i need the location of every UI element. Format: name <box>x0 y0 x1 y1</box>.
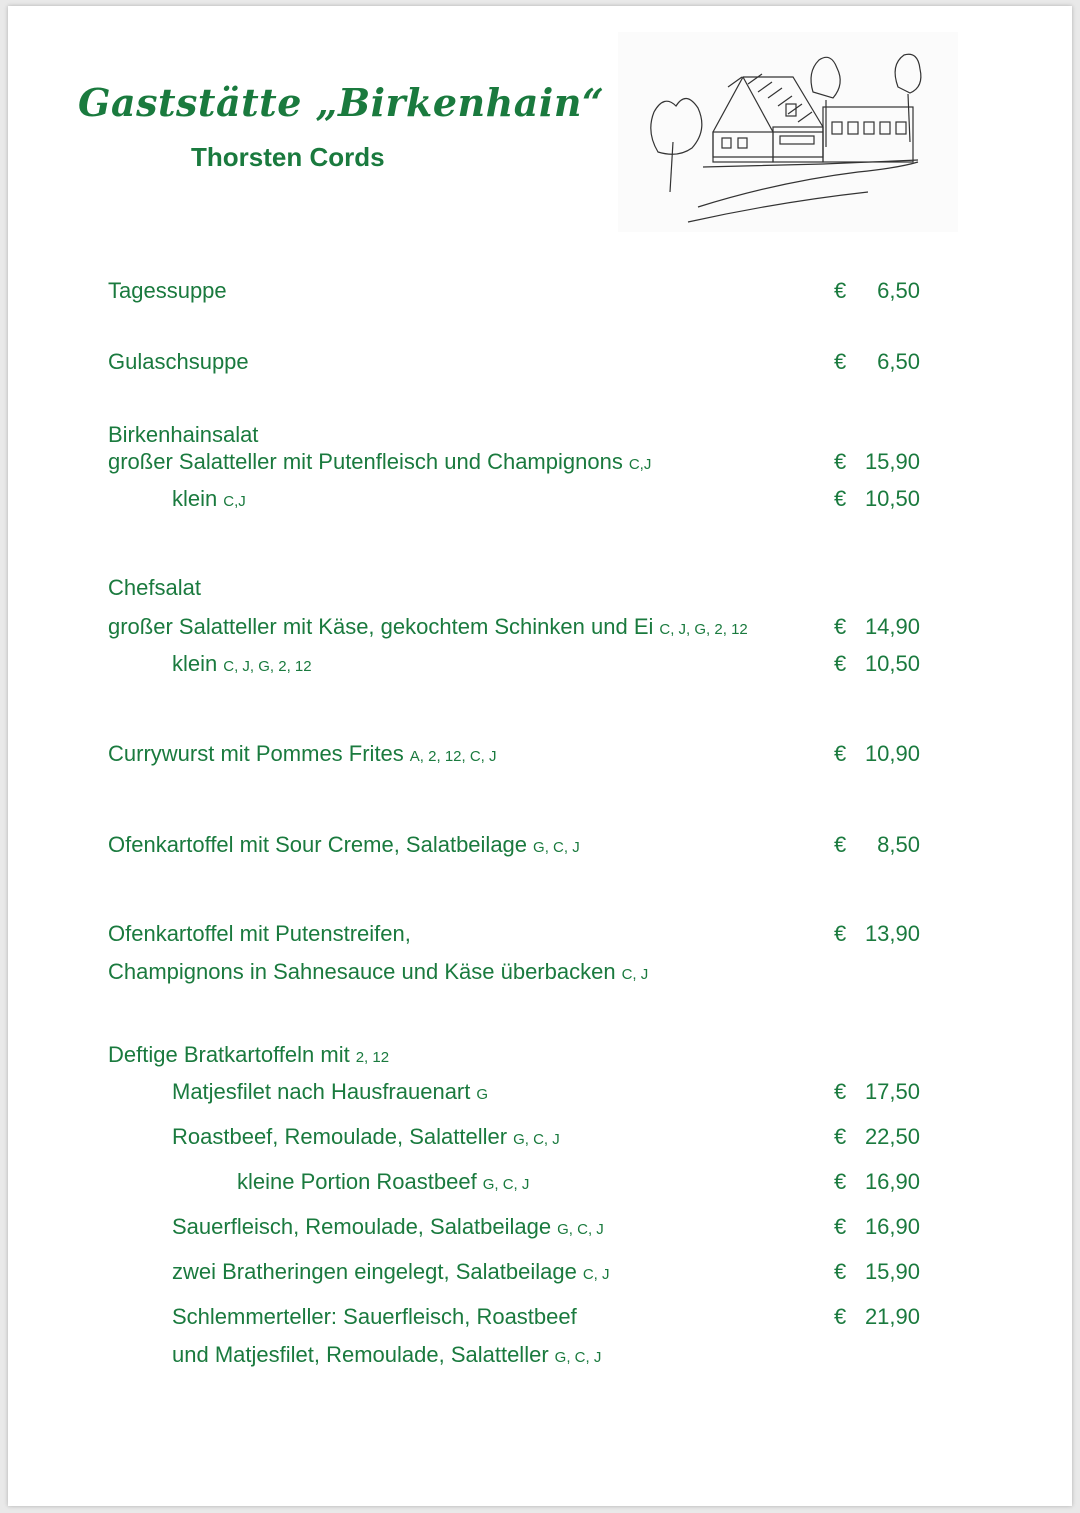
item-price: € 16,90 <box>834 1169 920 1194</box>
allergen-codes: 2, 12 <box>355 1049 390 1066</box>
item-price: € 15,90 <box>834 1259 920 1284</box>
item-price: € 15,90 <box>834 449 920 474</box>
item-name: Tagessuppe <box>108 278 227 303</box>
item-name: Ofenkartoffel mit Sour Creme, Salatbeilage G, C, J <box>108 832 580 857</box>
item-name: Currywurst mit Pommes Frites A, 2, 12, C, J <box>108 741 497 766</box>
item-price: € 6,50 <box>834 278 920 303</box>
item-name: Gulaschsuppe <box>108 349 249 374</box>
item-name: großer Salatteller mit Käse, gekochtem Schinken und Ei C, J, G, 2, 12 <box>108 614 748 639</box>
item-name: Champignons in Sahnesauce und Käse überbacken C, J <box>108 959 649 984</box>
item-price: € 10,90 <box>834 741 920 766</box>
allergen-codes: C, J, G, 2, 12 <box>223 658 312 675</box>
item-price: € 10,50 <box>834 651 920 676</box>
item-name: Birkenhainsalat <box>108 422 259 447</box>
item-price: € 17,50 <box>834 1079 920 1104</box>
item-name: Sauerfleisch, Remoulade, Salatbeilage G, C, J <box>172 1214 604 1239</box>
allergen-codes: G, C, J <box>533 839 580 856</box>
item-name: klein C,J <box>172 486 246 511</box>
item-price: € 16,90 <box>834 1214 920 1239</box>
item-name: Ofenkartoffel mit Putenstreifen, <box>108 921 411 946</box>
allergen-codes: C,J <box>223 493 246 510</box>
item-name: kleine Portion Roastbeef G, C, J <box>237 1169 530 1194</box>
allergen-codes: C,J <box>628 456 652 473</box>
item-price: € 6,50 <box>834 349 920 374</box>
restaurant-title: Gaststätte „Birkenhain“ <box>78 80 605 125</box>
allergen-codes: G <box>476 1086 489 1103</box>
allergen-codes: G, C, J <box>482 1176 530 1193</box>
item-name: zwei Bratheringen eingelegt, Salatbeilage C, J <box>172 1259 610 1284</box>
item-price: € 21,90 <box>834 1304 920 1329</box>
allergen-codes: C, J <box>621 966 649 983</box>
owner-name: Thorsten Cords <box>191 142 385 172</box>
item-price: € 8,50 <box>834 832 920 857</box>
item-name: und Matjesfilet, Remoulade, Salatteller G, C, J <box>172 1342 602 1367</box>
item-name: Chefsalat <box>108 575 201 600</box>
allergen-codes: A, 2, 12, C, J <box>409 748 497 765</box>
item-name: Roastbeef, Remoulade, Salatteller G, C, J <box>172 1124 560 1149</box>
allergen-codes: G, C, J <box>557 1221 604 1238</box>
item-name: Deftige Bratkartoffeln mit 2, 12 <box>108 1042 390 1067</box>
allergen-codes: C, J, G, 2, 12 <box>659 621 748 638</box>
item-price: € 13,90 <box>834 921 920 946</box>
item-name: großer Salatteller mit Putenfleisch und Champignons C,J <box>108 449 652 474</box>
item-name: klein C, J, G, 2, 12 <box>172 651 312 676</box>
item-name: Schlemmerteller: Sauerfleisch, Roastbeef <box>172 1304 577 1329</box>
restaurant-house-sketch <box>618 32 958 232</box>
item-name: Matjesfilet nach Hausfrauenart G <box>172 1079 489 1104</box>
item-price: € 14,90 <box>834 614 920 639</box>
menu-page <box>8 6 1072 1506</box>
item-price: € 10,50 <box>834 486 920 511</box>
allergen-codes: C, J <box>582 1266 610 1283</box>
allergen-codes: G, C, J <box>513 1131 560 1148</box>
allergen-codes: G, C, J <box>554 1349 602 1366</box>
item-price: € 22,50 <box>834 1124 920 1149</box>
